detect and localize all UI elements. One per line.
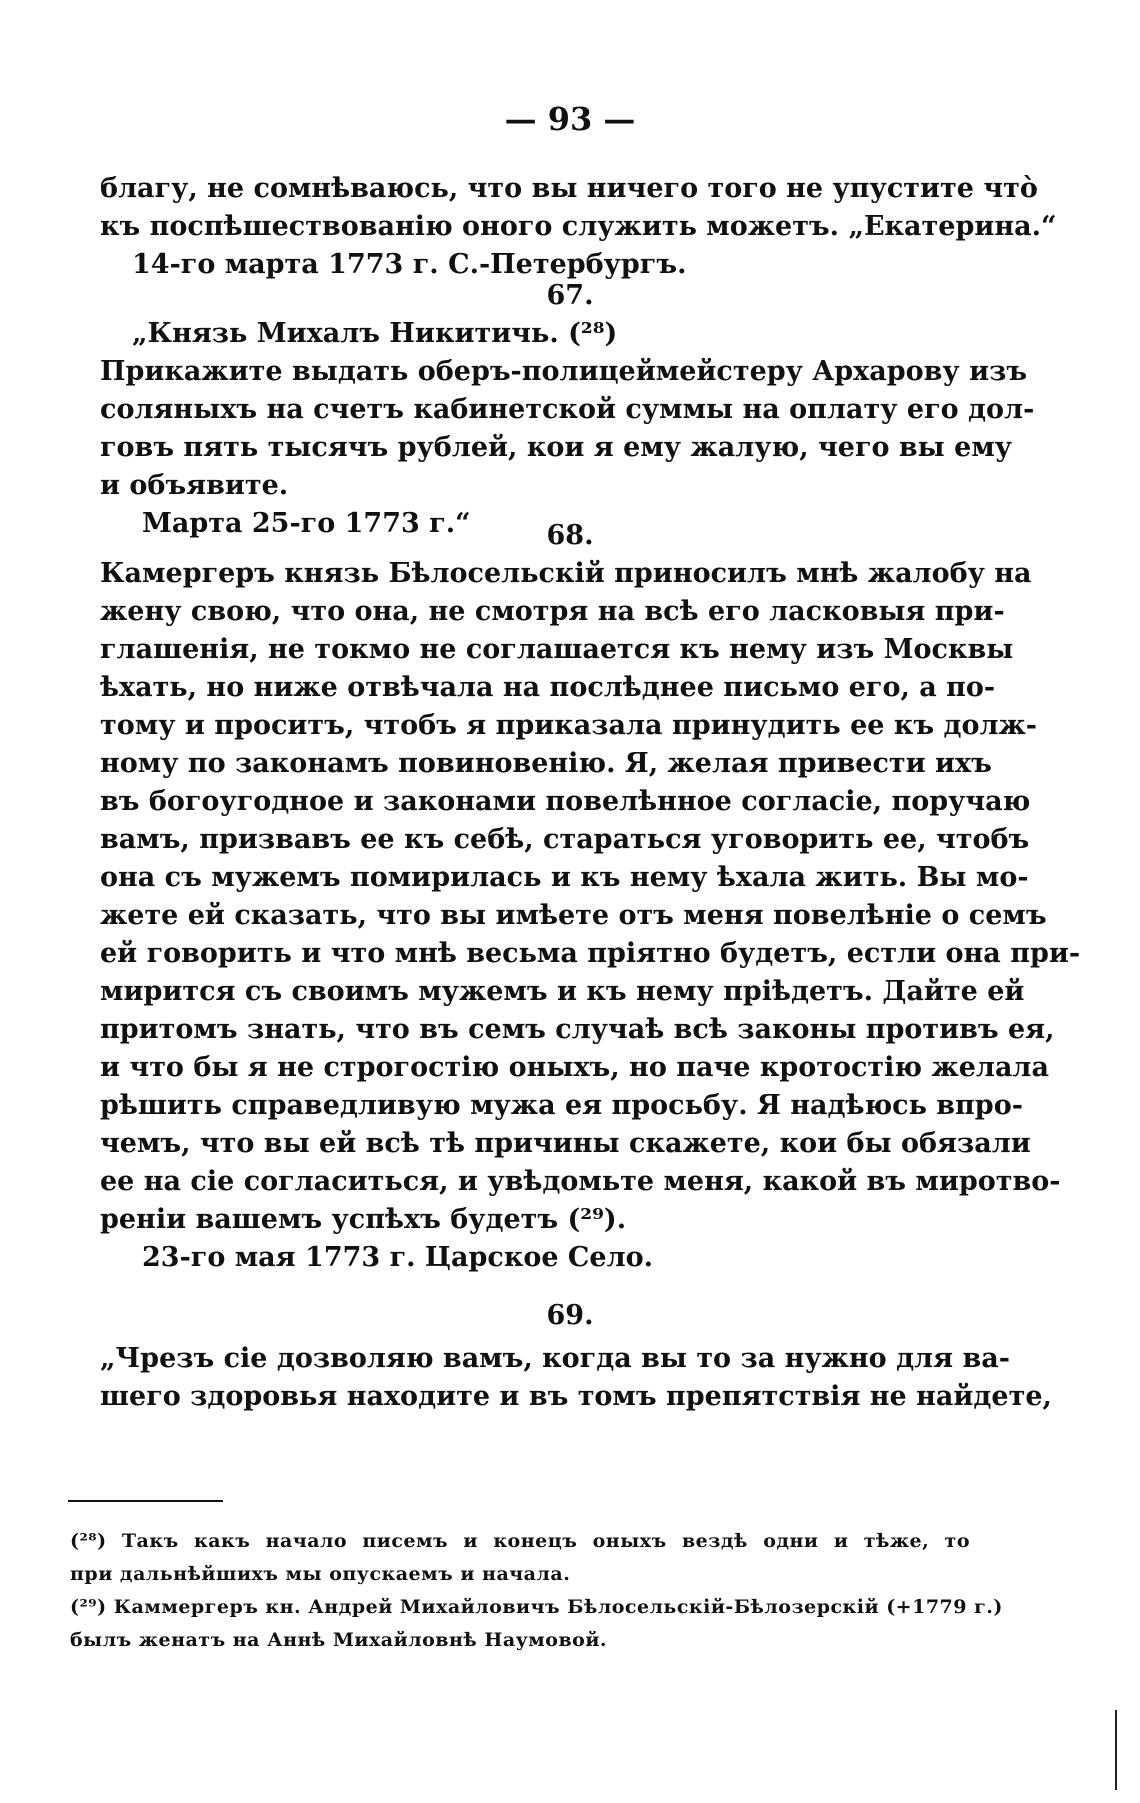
letter-69-body [100, 1340, 1052, 1416]
text-line: она съ мужемъ помирилась и къ нему ѣхала жить. Вы мо- [100, 862, 1029, 893]
page-number: — 93 — [504, 100, 636, 138]
text-line: притомъ знать, что въ семъ случаѣ всѣ законы противъ ея, [100, 1014, 1055, 1045]
letter-number: 67. [546, 280, 594, 311]
text-line: ному по законамъ повиновенію. Я, желая привести ихъ [100, 748, 992, 779]
letter-number: 69. [546, 1300, 594, 1331]
text-line: шего здоровья находите и въ томъ препятствія не найдете, [100, 1381, 1052, 1412]
footnote-28-line: при дальнѣйшихъ мы опускаемъ и начала. [70, 1563, 571, 1585]
scan-edge-mark [1115, 1710, 1117, 1790]
letter-67-body [100, 315, 1035, 543]
text-line: и что бы я не строгостію оныхъ, но паче кротостію желала [100, 1052, 1049, 1083]
salutation: „Князь Михалъ Никитичь. (²⁸) [132, 318, 618, 349]
text-line: въ богоугодное и законами повелѣнное согласіе, поручаю [100, 786, 1031, 817]
text-line: Прикажите выдать оберъ-полицеймейстеру Архарову изъ [100, 356, 1028, 387]
text-line: жете ей сказать, что вы имѣете отъ меня повелѣніе о семъ [100, 900, 1047, 931]
text-line: благу, не сомнѣваюсь, что вы ничего того не упустите что̀ [100, 173, 1038, 204]
text-line: жену свою, что она, не смотря на всѣ его ласковыя при- [100, 596, 1005, 627]
date-line: 23-го мая 1773 г. Царское Село. [142, 1242, 654, 1273]
footnote-divider [68, 1500, 223, 1502]
text-line: ее на сіе согласиться, и увѣдомьте меня, какой въ миротво- [100, 1166, 1061, 1197]
text-line: „Чрезъ сіе дозволяю вамъ, когда вы то за нужно для ва- [100, 1343, 1010, 1374]
text-line: соляныхъ на счетъ кабинетской суммы на оплату его дол- [100, 394, 1035, 425]
footnote-29-line: (²⁹) Каммергеръ кн. Андрей Михайловичъ Бѣлосельскій-Бѣлозерскій (+1779 г.) [70, 1596, 1003, 1618]
text-line: и объявите. [100, 470, 289, 501]
text-line: ей говорить и что мнѣ весьма пріятно будетъ, естли она при- [100, 938, 1081, 969]
text-line: говъ пять тысячъ рублей, кои я ему жалую, чего вы ему [100, 432, 1013, 463]
text-line: ѣхать, но ниже отвѣчала на послѣднее письмо его, а по- [100, 672, 996, 703]
date-line: Марта 25-го 1773 г.“ [142, 508, 471, 539]
date-line: 14-го марта 1773 г. С.-Петербургъ. [132, 249, 687, 280]
footnote-29-line: былъ женатъ на Аннѣ Михайловнѣ Наумовой. [70, 1629, 608, 1651]
text-line: Камергеръ князь Бѣлосельскій приносилъ мнѣ жалобу на [100, 558, 1032, 589]
text-line: глашенія, не токмо не соглашается къ нему изъ Москвы [100, 634, 1014, 665]
text-line: реніи вашемъ успѣхъ будетъ (²⁹). [100, 1204, 627, 1235]
text-line: рѣшить справедливую мужа ея просьбу. Я надѣюсь впро- [100, 1090, 1023, 1121]
text-line: чемъ, что вы ей всѣ тѣ причины скажете, кои бы обязали [100, 1128, 1031, 1159]
text-line: мирится съ своимъ мужемъ и къ нему пріѣдетъ. Дайте ей [100, 976, 1025, 1007]
footnote-28-line: (²⁸) Такъ какъ начало писемъ и конецъ оныхъ вездѣ одни и тѣже, то [70, 1530, 970, 1552]
opening-paragraph [100, 170, 1057, 284]
footnotes [70, 1525, 1003, 1657]
text-line: вамъ, призвавъ ее къ себѣ, стараться уговорить ее, чтобъ [100, 824, 1030, 855]
letter-number: 68. [546, 520, 594, 551]
text-line: къ поспѣшествованію оного служить можетъ. „Екатерина.“ [100, 211, 1057, 242]
letter-68-body [100, 555, 1081, 1277]
text-line: тому и проситъ, чтобъ я приказала принудить ее къ долж- [100, 710, 1038, 741]
